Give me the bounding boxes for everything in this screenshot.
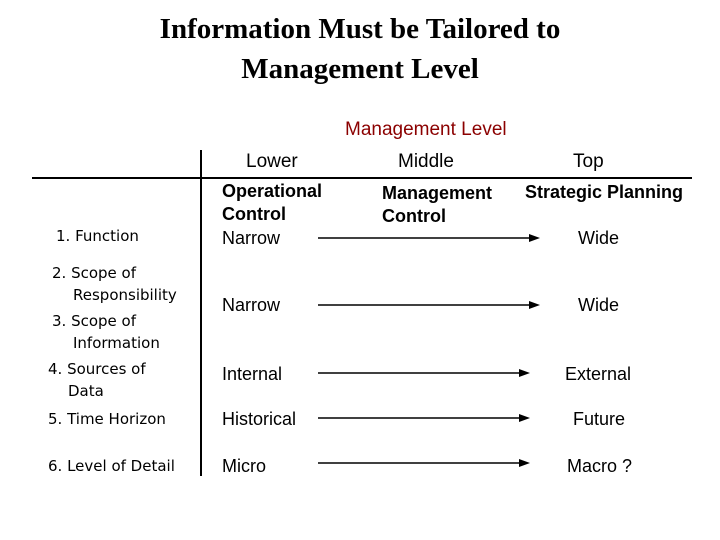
row-label-level-of-detail: 6. Level of Detail (48, 457, 175, 475)
row-function-to: Wide (578, 228, 620, 248)
row-detail-to: Macro ? (567, 456, 633, 476)
column-header-middle: Middle (398, 151, 454, 172)
row-scope-from: Narrow (222, 295, 281, 315)
level-top: Strategic Planning (525, 182, 684, 202)
row-sources-from: Internal (222, 364, 283, 384)
level-middle-line-1: Management (382, 183, 493, 203)
row-function-from: Narrow (222, 228, 281, 248)
row-label-scope-responsibility-2: Responsibility (73, 286, 177, 304)
row-time-to: Future (573, 409, 626, 429)
row-label-scope-information-1: 3. Scope of (52, 312, 137, 330)
row-label-time-horizon: 5. Time Horizon (48, 410, 166, 428)
row-scope-to: Wide (578, 295, 620, 315)
level-middle-line-2: Control (382, 206, 446, 226)
arrow-sources (318, 369, 530, 377)
row-label-sources-of-data-2: Data (68, 382, 104, 400)
column-header-top: Top (573, 151, 604, 172)
page-title-line-2: Management Level (241, 53, 479, 85)
arrow-detail (318, 459, 530, 467)
row-label-function: 1. Function (56, 227, 139, 245)
column-header-lower: Lower (246, 151, 298, 172)
row-label-scope-responsibility-1: 2. Scope of (52, 264, 137, 282)
level-lower-line-1: Operational (222, 181, 323, 201)
arrow-scope (318, 301, 540, 309)
page-title-line-1: Information Must be Tailored to (159, 13, 561, 45)
level-lower-line-2: Control (222, 204, 286, 224)
management-level-header: Management Level (345, 119, 507, 140)
row-time-from: Historical (222, 409, 297, 429)
row-label-scope-information-2: Information (73, 334, 160, 352)
arrow-function (318, 234, 540, 242)
row-label-sources-of-data-1: 4. Sources of (48, 360, 146, 378)
row-detail-from: Micro (222, 456, 266, 476)
arrow-time (318, 414, 530, 422)
row-sources-to: External (565, 364, 632, 384)
